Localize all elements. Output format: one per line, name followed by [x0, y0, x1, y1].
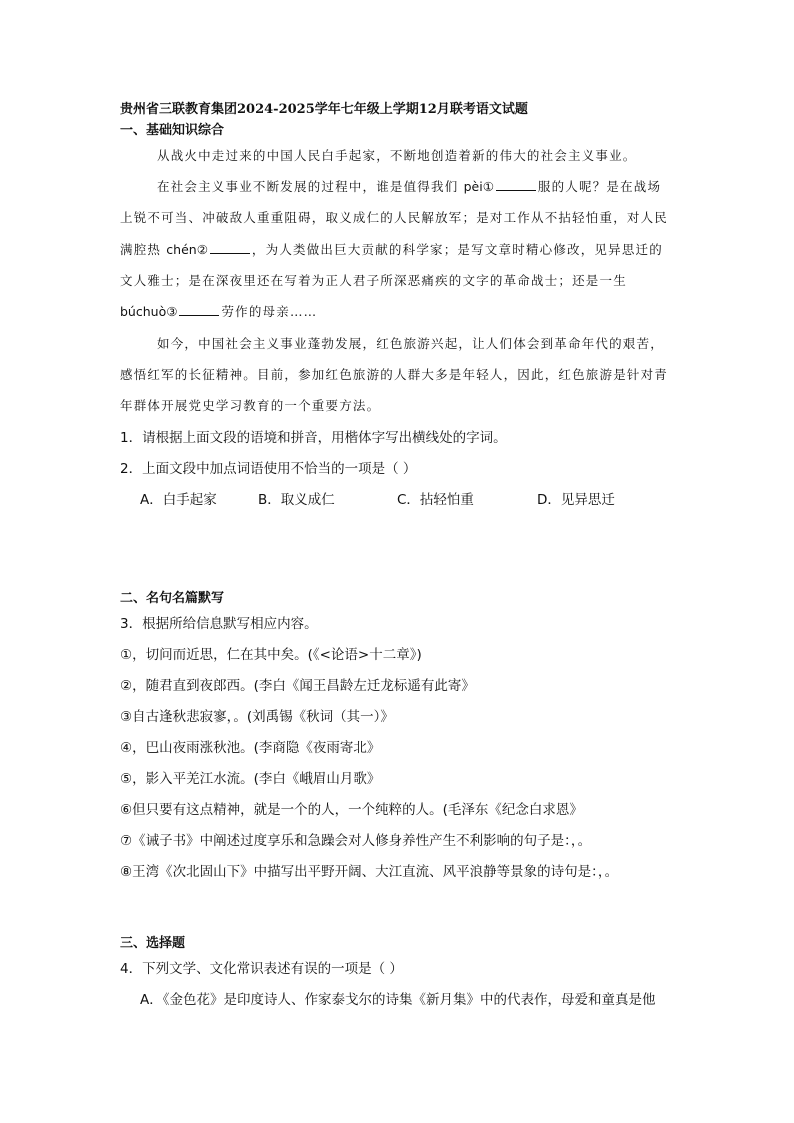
blank-3 [179, 303, 219, 316]
passage-para-3-line-2: 感悟红军的长征精神。目前，参加红色旅游的人群大多是年轻人，因此，红色旅游是针对青 [120, 367, 669, 382]
blank-2 [210, 241, 250, 254]
q4-option-a: A．《金色花》是印度诗人、作家泰戈尔的诗集《新月集》中的代表作，母爱和童真是他 [140, 992, 656, 1008]
recite-item-4: ④，巴山夜雨涨秋池。(李商隐《夜雨寄北》 [120, 740, 381, 756]
section-1-heading: 一、基础知识综合 [120, 123, 225, 138]
question-1: 1．请根据上面文段的语境和拼音，用楷体字写出横线处的字词。 [120, 430, 507, 446]
text: 服的人呢？是在战场 [537, 179, 662, 194]
passage-para-2-line-1 [157, 177, 661, 195]
recite-item-6: ⑥但只要有这点精神，就是一个的人，一个纯粹的人。(毛泽东《纪念白求恩》 [120, 802, 583, 818]
question-3: 3．根据所给信息默写相应内容。 [120, 616, 318, 632]
q2-option-c: C．拈轻怕重 [397, 492, 474, 508]
pinyin-2: chén② [166, 242, 208, 257]
recite-item-5: ⑤，影入平羌江水流。(李白《峨眉山月歌》 [120, 771, 381, 787]
q2-option-a: A．白手起家 [140, 492, 217, 508]
passage-para-1: 从战火中走过来的中国人民白手起家，不断地创造着新的伟大的社会主义事业。 [157, 148, 637, 163]
exam-title: 贵州省三联教育集团2024-2025学年七年级上学期12月联考语文试题 [120, 102, 528, 117]
text: 在社会主义事业不断发展的过程中，谁是值得我们 [157, 179, 459, 194]
q2-option-b: B．取义成仁 [258, 492, 335, 508]
question-4: 4．下列文学、文化常识表述有误的一项是（ ） [120, 961, 403, 977]
passage-para-2-line-5 [120, 302, 317, 320]
q2-option-d: D．见异思迁 [537, 492, 615, 508]
recite-item-7: ⑦《诫子书》中阐述过度享乐和急躁会对人修身养性产生不利影响的句子是：，。 [120, 833, 592, 849]
pinyin-3: búchuò③ [120, 304, 178, 319]
text: 满腔热 [120, 242, 162, 257]
passage-para-2-line-2: 上锐不可当、冲破敌人重重阻碍，取义成仁的人民解放军；是对工作从不拈轻怕重，对人民 [120, 210, 669, 225]
recite-item-3: ③自古逢秋悲寂寥，。(刘禹锡《秋词（其一）》 [120, 709, 394, 725]
section-3-heading: 三、选择题 [120, 936, 186, 951]
section-2-heading: 二、名句名篇默写 [120, 591, 225, 606]
passage-para-2-line-4: 文人雅士；是在深夜里还在写着为正人君子所深恶痛疾的文字的革命战士；还是一生 [120, 273, 627, 288]
text: 劳作的母亲…… [221, 304, 318, 319]
recite-item-1: ①，切问而近思，仁在其中矣。(《<论语>十二章》) [120, 647, 422, 663]
blank-1 [496, 178, 536, 191]
recite-item-8: ⑧王湾《次北固山下》中描写出平野开阔、大江直流、风平浪静等景象的诗句是：，。 [120, 864, 619, 880]
passage-para-3-line-3: 年群体开展党史学习教育的一个重要方法。 [120, 398, 381, 413]
recite-item-2: ②，随君直到夜郎西。(李白《闻王昌龄左迁龙标遥有此寄》 [120, 678, 475, 694]
question-2: 2．上面文段中加点词语使用不恰当的一项是（ ） [120, 461, 417, 477]
passage-para-2-line-3 [120, 240, 663, 258]
passage-para-3-line-1: 如今，中国社会主义事业蓬勃发展，红色旅游兴起，让人们体会到革命年代的艰苦， [157, 336, 664, 351]
pinyin-1: pèi① [463, 179, 494, 194]
text: ，为人类做出巨大贡献的科学家；是写文章时精心修改，见异思迁的 [251, 242, 663, 257]
